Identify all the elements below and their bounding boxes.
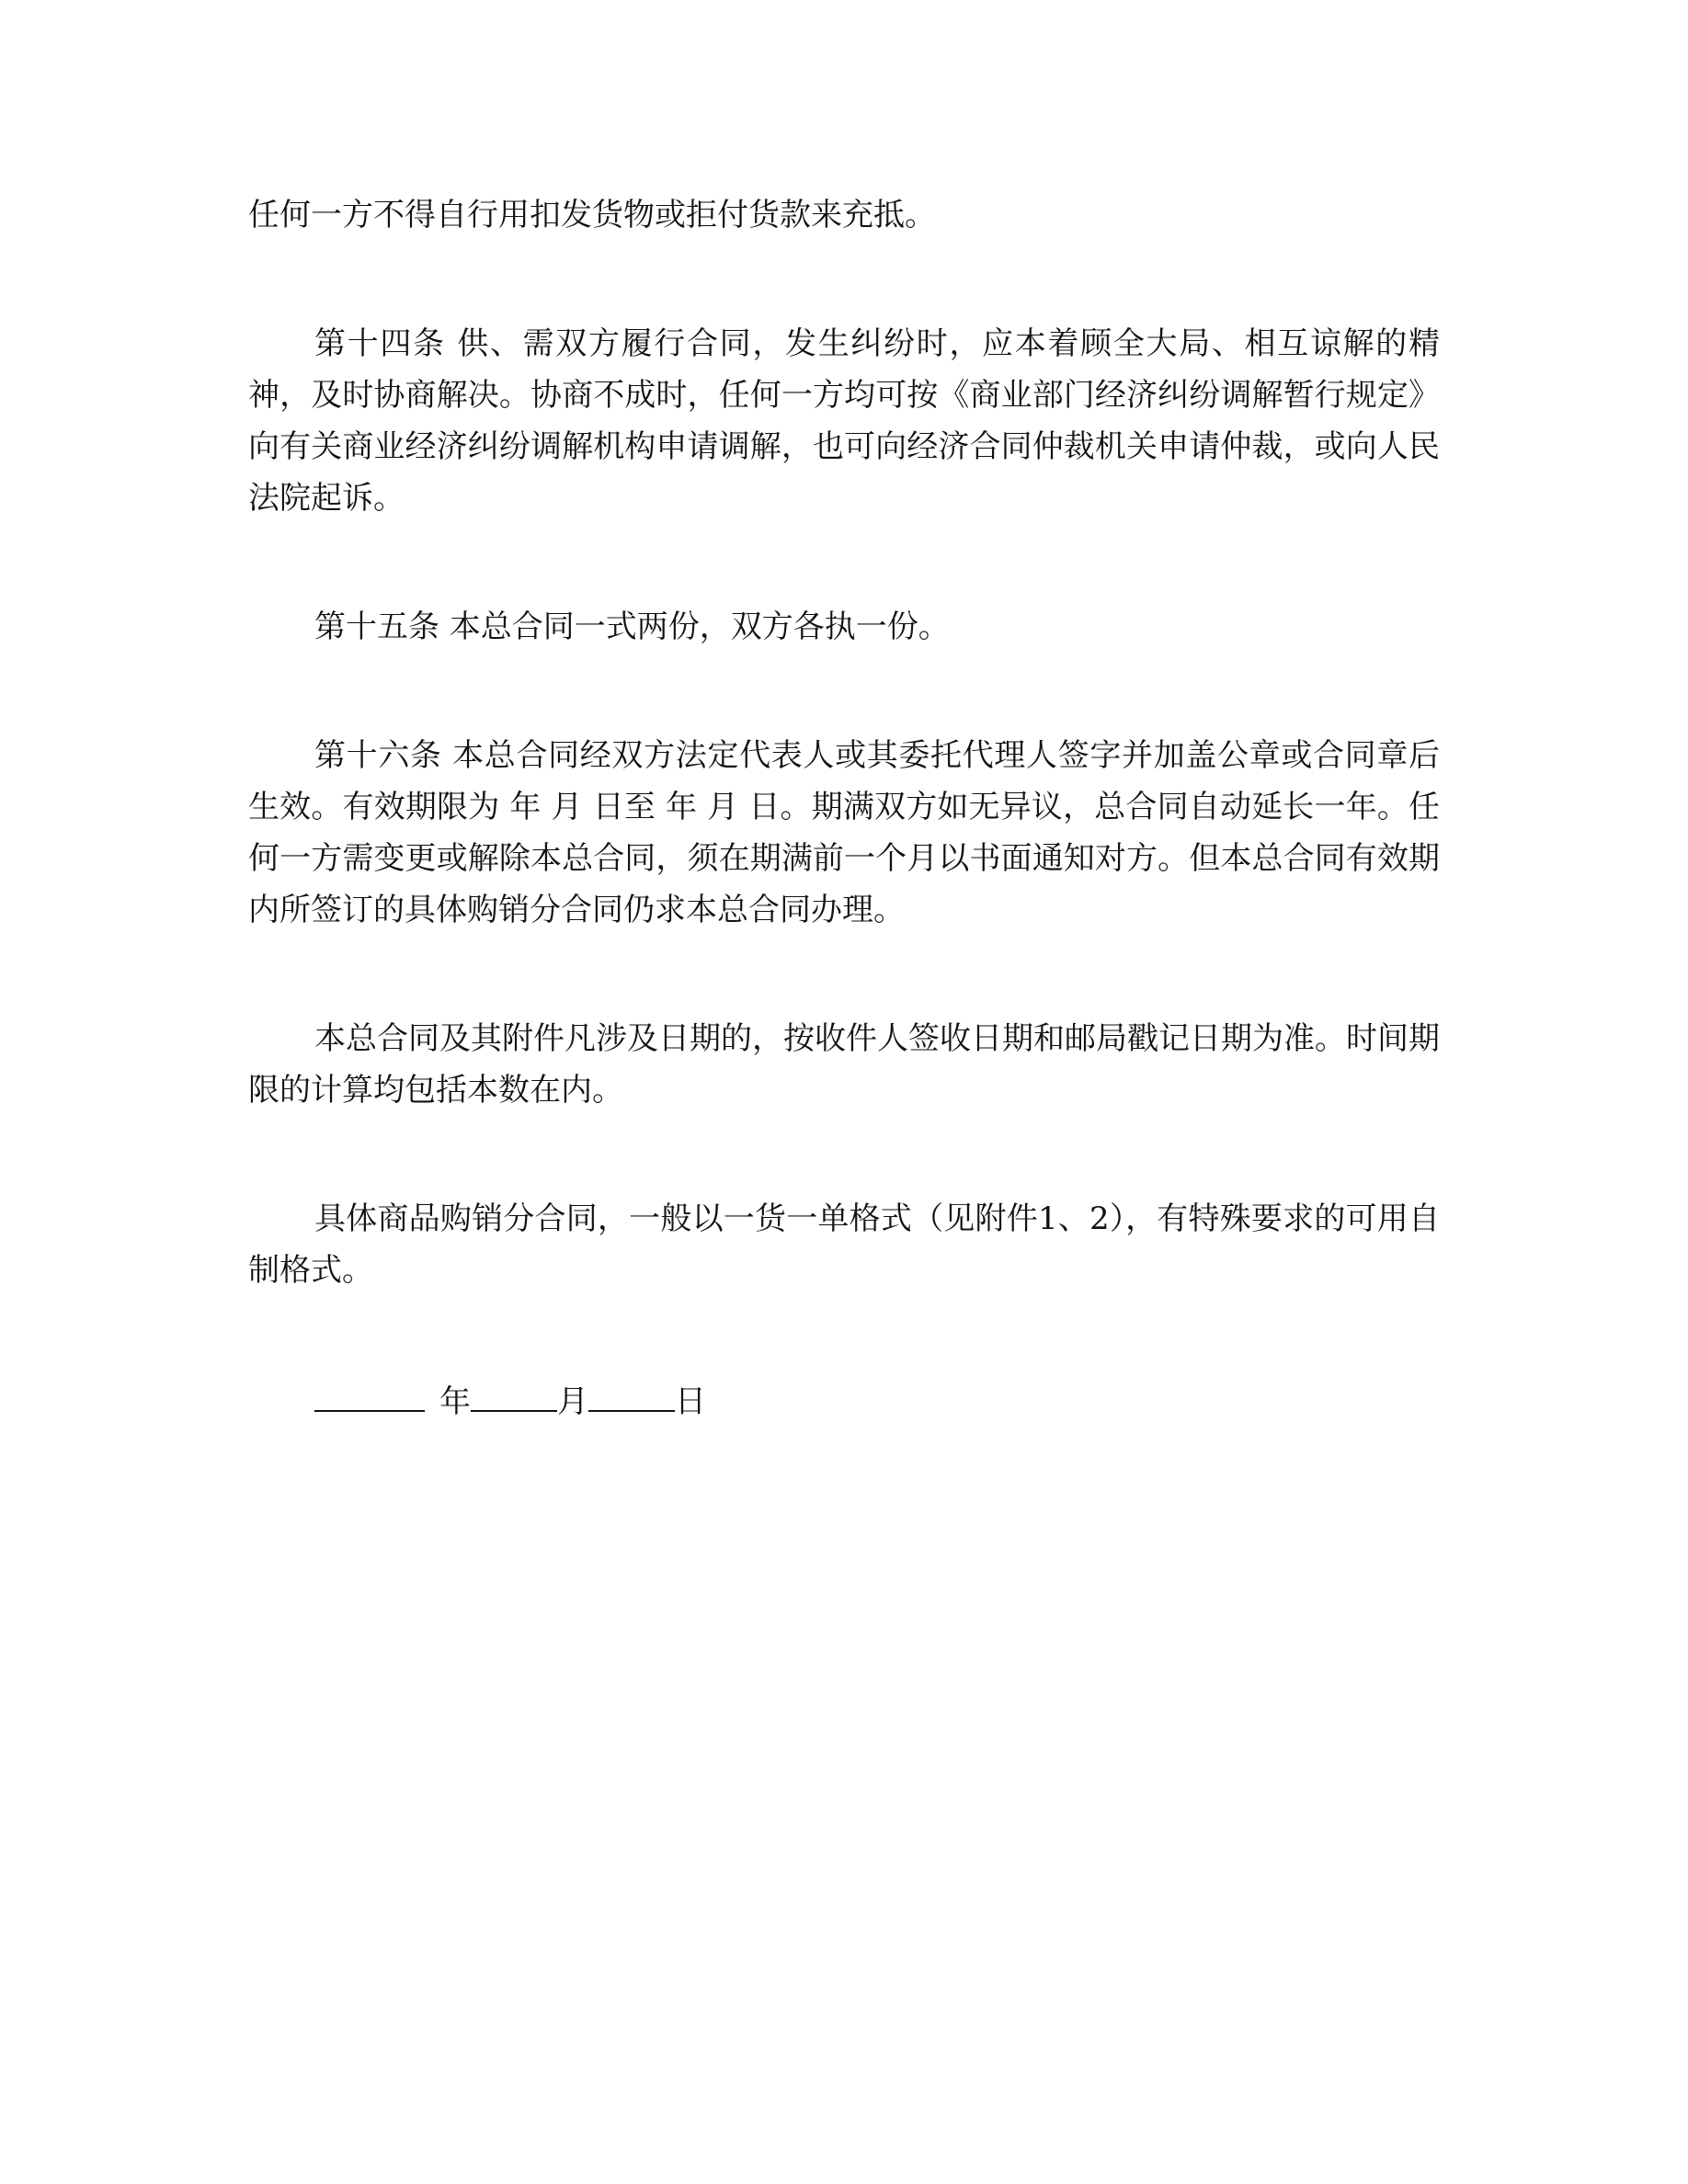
- year-blank: [314, 1373, 425, 1412]
- year-label: 年: [439, 1383, 471, 1420]
- day-label: 日: [675, 1383, 706, 1420]
- paragraph-article-14: 第十四条 供、需双方履行合同，发生纠纷时，应本着顾全大局、相互谅解的精神，及时协商解决。协商不成时，任何一方均可按《商业部门经济纠纷调解暂行规定》向有关商业经济纠纷调解机构申请调解，也可向经济合同仲裁机关申请仲裁，或向人民法院起诉。: [248, 325, 1440, 517]
- paragraph-sub-contract-format: 具体商品购销分合同，一般以一货一单格式（见附件1、2），有特殊要求的可用自制格式。: [248, 1200, 1440, 1289]
- signature-date-line: [248, 1373, 1440, 1428]
- paragraph-article-16: 第十六条 本总合同经双方法定代表人或其委托代理人签字并加盖公章或合同章后生效。有效期限为 年 月 日至 年 月 日。期满双方如无异议，总合同自动延长一年。任何一方需变更或解除本总合同，须在期满前一个月以书面通知对方。但本总合同有效期内所签订的具体购销分合同仍求本总合同办理。: [248, 737, 1440, 928]
- paragraph-article-15: 第十五条 本总合同一式两份，双方各执一份。: [314, 609, 950, 645]
- month-label: 月: [557, 1383, 588, 1420]
- document-body: [248, 189, 1440, 1428]
- paragraph-date-rule: 本总合同及其附件凡涉及日期的，按收件人签收日期和邮局戳记日期为准。时间期限的计算均包括本数在内。: [248, 1020, 1440, 1109]
- month-blank: [471, 1373, 557, 1412]
- day-blank: [588, 1373, 675, 1412]
- paragraph-continuation: 任何一方不得自行用扣发货物或拒付货款来充抵。: [248, 197, 936, 233]
